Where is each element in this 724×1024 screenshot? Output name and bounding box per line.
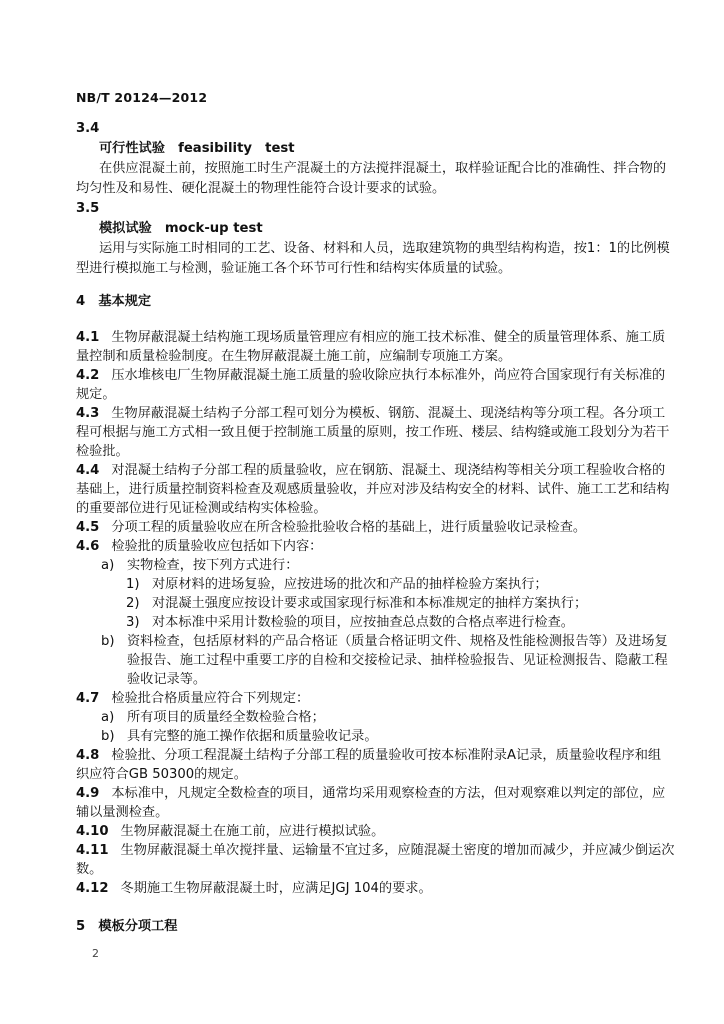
clause-4-7-line-1 <box>76 689 309 709</box>
item-b-text-1: 资料检查，包括原材料的产品合格证（质量合格证明文件、规格及性能检测报告等）及进场复 <box>127 634 668 649</box>
clause-4-4-number: 4.4 <box>76 463 100 478</box>
clause-3-5-number: 3.5 <box>76 201 100 216</box>
clause-4-3-text-1: 生物屏蔽混凝土结构子分部工程可划分为模板、钢筋、混凝土、现浇结构等分项工程。各分项工 <box>111 406 666 421</box>
clause-3-4-number: 3.4 <box>76 121 100 136</box>
clause-3-4-line-2: 均匀性及和易性、硬化混凝土的物理性能符合设计要求的试验。 <box>76 181 446 196</box>
item-a1-text: 对原材料的进场复验，应按进场的批次和产品的抽样检验方案执行； <box>152 577 548 592</box>
clause-4-5-number: 4.5 <box>76 520 100 535</box>
clause-4-9-text-1: 本标准中，凡规定全数检查的项目，通常均采用观察检查的方法，但对观察难以判定的部位，应 <box>111 786 666 801</box>
clause-4-3-number: 4.3 <box>76 406 100 421</box>
clause-4-11-number: 4.11 <box>76 843 109 858</box>
clause-4-11-line-2: 数。 <box>76 862 103 877</box>
item-a3-text: 对本标准中采用计数检验的项目，应按抽查总点数的合格点率进行检查。 <box>152 615 574 630</box>
clause-4-6-item-a3 <box>126 613 574 633</box>
clause-3-4-line-1: 在供应混凝土前，按照施工时生产混凝土的方法搅拌混凝土，取样验证配合比的准确性、拌合物的 <box>99 161 667 176</box>
clause-4-3-line-1 <box>76 404 665 424</box>
item-b-label: b) <box>101 729 115 744</box>
clause-4-6-line-1 <box>76 537 322 557</box>
clause-4-3-line-2: 程可根据与施工方式相一致且便于控制施工质量的原则，按工作班、楼层、结构缝或施工段划分为若干 <box>76 425 670 440</box>
clause-4-6-item-b-line-2: 验报告、施工过程中重要工序的自检和交接检记录、抽样检验报告、见证检测报告、隐蔽工程 <box>127 653 668 668</box>
clause-4-10-text-1: 生物屏蔽混凝土在施工前，应进行模拟试验。 <box>120 824 385 839</box>
clause-4-5-line-1 <box>76 518 586 538</box>
item-b-label: b) <box>101 634 115 649</box>
clause-4-12-number: 4.12 <box>76 881 109 896</box>
item-a-text: 所有项目的质量经全数检验合格； <box>127 710 325 725</box>
item-a-label: a) <box>101 710 115 725</box>
clause-3-4-title: 可行性试验 feasibility test <box>99 141 295 156</box>
item-a-label: a) <box>101 558 115 573</box>
clause-4-1-line-1 <box>76 328 665 348</box>
clause-3-5-line-2: 型进行模拟施工与检测，验证施工各个环节可行性和结构实体质量的试验。 <box>76 261 512 276</box>
clause-4-7-text-1: 检验批合格质量应符合下列规定： <box>111 691 310 706</box>
clause-4-8-number: 4.8 <box>76 748 100 763</box>
clause-4-6-item-a1 <box>126 575 548 595</box>
clause-4-4-line-1 <box>76 461 665 481</box>
page-number: 2 <box>92 947 99 960</box>
clause-4-8-line-1 <box>76 746 661 766</box>
clause-4-4-line-3: 的重要部位进行见证检测或结构实体检验。 <box>76 501 327 516</box>
clause-4-12-text-1: 冬期施工生物屏蔽混凝土时，应满足JGJ 104的要求。 <box>120 881 432 896</box>
clause-4-12-line-1 <box>76 879 432 899</box>
clause-4-11-line-1 <box>76 841 674 861</box>
clause-4-2-line-1 <box>76 366 665 386</box>
clause-4-6-item-a2 <box>126 594 587 614</box>
clause-4-6-item-b-line-1 <box>101 632 668 652</box>
clause-4-8-text-1: 检验批、分项工程混凝土结构子分部工程的质量验收可按本标准附录A记录，质量验收程序和组 <box>111 748 662 763</box>
item-a-text: 实物检查，按下列方式进行： <box>127 558 299 573</box>
clause-4-2-number: 4.2 <box>76 368 100 383</box>
clause-4-7-number: 4.7 <box>76 691 100 706</box>
clause-4-11-text-1: 生物屏蔽混凝土单次搅拌量、运输量不宜过多，应随混凝土密度的增加而减少，并应减少倒运次 <box>120 843 675 858</box>
clause-4-7-item-a <box>101 708 325 728</box>
standard-code-header: NB/T 20124—2012 <box>76 90 208 105</box>
clause-4-4-line-2: 基础上，进行质量控制资料检查及观感质量验收，并应对涉及结构安全的材料、试件、施工工艺和结构 <box>76 482 670 497</box>
clause-4-3-line-3: 检验批。 <box>76 444 129 459</box>
clause-4-4-text-1: 对混凝土结构子分部工程的质量验收，应在钢筋、混凝土、现浇结构等相关分项工程验收合格的 <box>111 463 666 478</box>
clause-4-9-number: 4.9 <box>76 786 100 801</box>
item-a2-text: 对混凝土强度应按设计要求或国家现行标准和本标准规定的抽样方案执行； <box>152 596 588 611</box>
clause-4-6-item-b-line-3: 验收记录等。 <box>127 672 207 687</box>
clause-4-10-number: 4.10 <box>76 824 109 839</box>
clause-3-5-title: 模拟试验 mock-up test <box>99 221 263 236</box>
clause-4-9-line-2: 辅以量测检查。 <box>76 805 169 820</box>
clause-4-2-line-2: 规定。 <box>76 387 116 402</box>
section-5-heading: 5 模板分项工程 <box>76 919 178 934</box>
item-a3-label: 3) <box>126 615 140 630</box>
clause-4-6-number: 4.6 <box>76 539 100 554</box>
clause-4-5-text-1: 分项工程的质量验收应在所含检验批验收合格的基础上，进行质量验收记录检查。 <box>111 520 587 535</box>
clause-4-6-text-1: 检验批的质量验收应包括如下内容： <box>111 539 323 554</box>
clause-4-7-item-b <box>101 727 378 747</box>
item-a2-label: 2) <box>126 596 140 611</box>
clause-4-8-line-2: 织应符合GB 50300的规定。 <box>76 767 247 782</box>
clause-4-2-text-1: 压水堆核电厂生物屏蔽混凝土施工质量的验收除应执行本标准外，尚应符合国家现行有关标准的 <box>111 368 666 383</box>
section-4-heading: 4 基本规定 <box>76 294 152 309</box>
clause-4-10-line-1 <box>76 822 384 842</box>
clause-4-1-line-2: 量控制和质量检验制度。在生物屏蔽混凝土施工前，应编制专项施工方案。 <box>76 349 512 364</box>
clause-4-6-item-a <box>101 556 298 576</box>
item-b-text: 具有完整的施工操作依据和质量验收记录。 <box>127 729 378 744</box>
clause-4-1-text-1: 生物屏蔽混凝土结构施工现场质量管理应有相应的施工技术标准、健全的质量管理体系、施工质 <box>111 330 666 345</box>
item-a1-label: 1) <box>126 577 140 592</box>
clause-4-9-line-1 <box>76 784 665 804</box>
clause-3-5-line-1: 运用与实际施工时相同的工艺、设备、材料和人员，选取建筑物的典型结构构造，按1：1的比例模 <box>99 241 670 256</box>
clause-4-1-number: 4.1 <box>76 330 100 345</box>
